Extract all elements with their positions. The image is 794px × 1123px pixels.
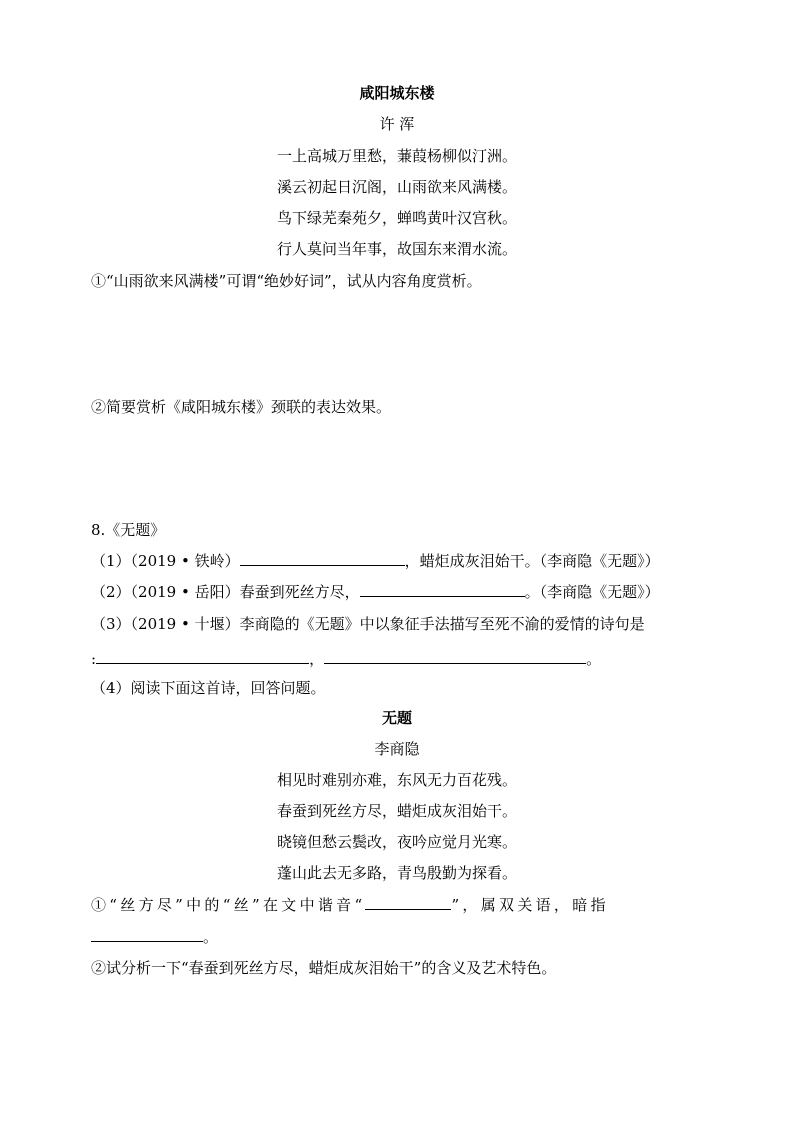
answer-blank[interactable] xyxy=(360,582,525,597)
answer-blank[interactable] xyxy=(91,927,203,942)
fill-item-1-suffix: ，蜡炬成灰泪始干。（李商隐《无题》） xyxy=(404,552,660,570)
question-1 xyxy=(91,894,609,915)
colon: : xyxy=(91,650,97,668)
poem-line: 相见时难别亦难，东风无力百花残。 xyxy=(276,771,517,789)
question-1-prefix: ①“丝方尽”中的“丝”在文中谐音“ xyxy=(91,896,366,914)
question-2: ②试分析一下“春蚕到死丝方尽，蜡炬成灰泪始干”的含义及艺术特色。 xyxy=(91,959,557,977)
question-2: ②简要赏析《咸阳城东楼》颈联的表达效果。 xyxy=(91,398,392,416)
fill-item-2-prefix: （2）（2019 • 岳阳）春蚕到死丝方尽， xyxy=(91,583,360,601)
answer-blank[interactable] xyxy=(365,895,451,910)
answer-blank[interactable] xyxy=(324,649,586,664)
question-1: ①“山雨欲来风满楼”可谓“绝妙好词”，试从内容角度赏析。 xyxy=(91,272,482,290)
poem-line: 行人莫问当年事，故国东来渭水流。 xyxy=(276,240,517,258)
question-1-continued xyxy=(91,926,218,947)
poem-line: 蓬山此去无多路，青鸟殷勤为探看。 xyxy=(276,864,517,882)
fill-item-2-suffix: 。（李商隐《无题》） xyxy=(524,583,660,601)
poem-title: 咸阳城东楼 xyxy=(359,84,435,102)
period: 。 xyxy=(586,650,602,668)
poem-line: 一上高城万里愁，蒹葭杨柳似汀洲。 xyxy=(276,147,517,165)
poem-line: 春蚕到死丝方尽，蜡炬成灰泪始干。 xyxy=(276,802,517,820)
fill-item-3-answer xyxy=(91,648,601,669)
poem-line: 晓镜但愁云鬓改，夜吟应觉月光寒。 xyxy=(276,833,517,851)
fill-item-2 xyxy=(91,581,660,602)
poem-title: 无题 xyxy=(381,709,412,727)
poem-line: 鸟下绿芜秦苑夕，蝉鸣黄叶汉宫秋。 xyxy=(276,209,517,227)
fill-item-3: （3）（2019 • 十堰）李商隐的《无题》中以象征手法描写至死不渝的爱情的诗句是 xyxy=(91,615,645,633)
question-1-mid: ”，属双关语，暗指 xyxy=(451,896,609,914)
answer-blank[interactable] xyxy=(96,649,309,664)
fill-item-4: （4）阅读下面这首诗，回答问题。 xyxy=(91,679,326,697)
fill-item-1 xyxy=(91,550,660,571)
answer-blank[interactable] xyxy=(240,551,405,566)
poem-author: 许 浑 xyxy=(379,115,415,133)
section-heading: 8.《无题》 xyxy=(91,521,166,539)
fill-item-1-prefix: （1）（2019 • 铁岭） xyxy=(91,552,240,570)
comma: ， xyxy=(309,650,325,668)
period: 。 xyxy=(203,928,219,946)
poem-line: 溪云初起日沉阁，山雨欲来风满楼。 xyxy=(276,178,517,196)
poem-author: 李商隐 xyxy=(374,740,420,758)
